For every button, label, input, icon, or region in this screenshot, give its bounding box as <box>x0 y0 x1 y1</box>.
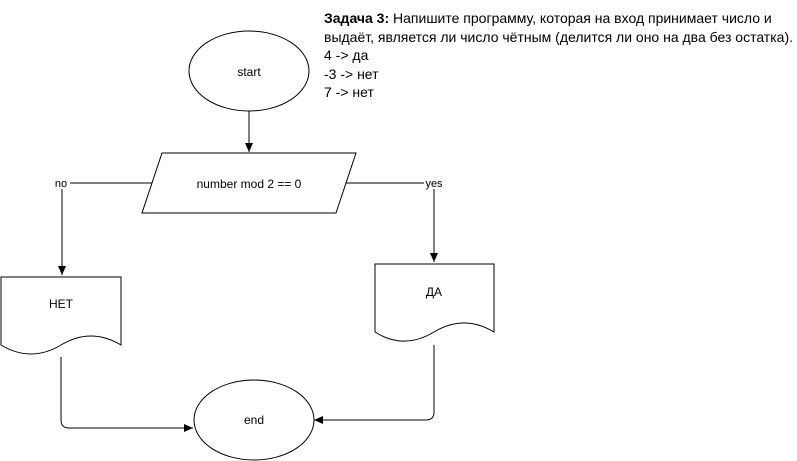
task-paragraph <box>324 9 794 46</box>
no-label: no <box>54 178 68 190</box>
start-node[interactable] <box>189 31 309 111</box>
start-label: start <box>237 65 261 79</box>
no-output-label: НЕТ <box>49 297 73 311</box>
example-2: -3 -> нет <box>324 65 379 82</box>
task-description <box>324 9 794 102</box>
end-node[interactable] <box>194 380 314 460</box>
task-title: Задача 3: <box>324 10 390 26</box>
yes-output-label: ДА <box>425 285 443 299</box>
edge-no <box>52 177 152 275</box>
yes-label: yes <box>425 178 443 190</box>
condition-node[interactable] <box>142 153 356 213</box>
edge-no-end <box>61 357 193 428</box>
condition-label: number mod 2 == 0 <box>196 177 302 191</box>
edge-yes-end <box>314 345 434 420</box>
task-text: Напишите программу, которая на вход принимает число и выдаёт, является ли число чётным (делится ли оно на два без остатка). <box>324 10 793 45</box>
edge-yes <box>346 177 446 262</box>
yes-output-node[interactable] <box>375 264 494 341</box>
end-label: end <box>243 413 265 427</box>
example-1: 4 -> да <box>324 47 369 63</box>
no-output-node[interactable] <box>1 277 121 354</box>
example-3: 7 -> нет <box>324 84 374 100</box>
